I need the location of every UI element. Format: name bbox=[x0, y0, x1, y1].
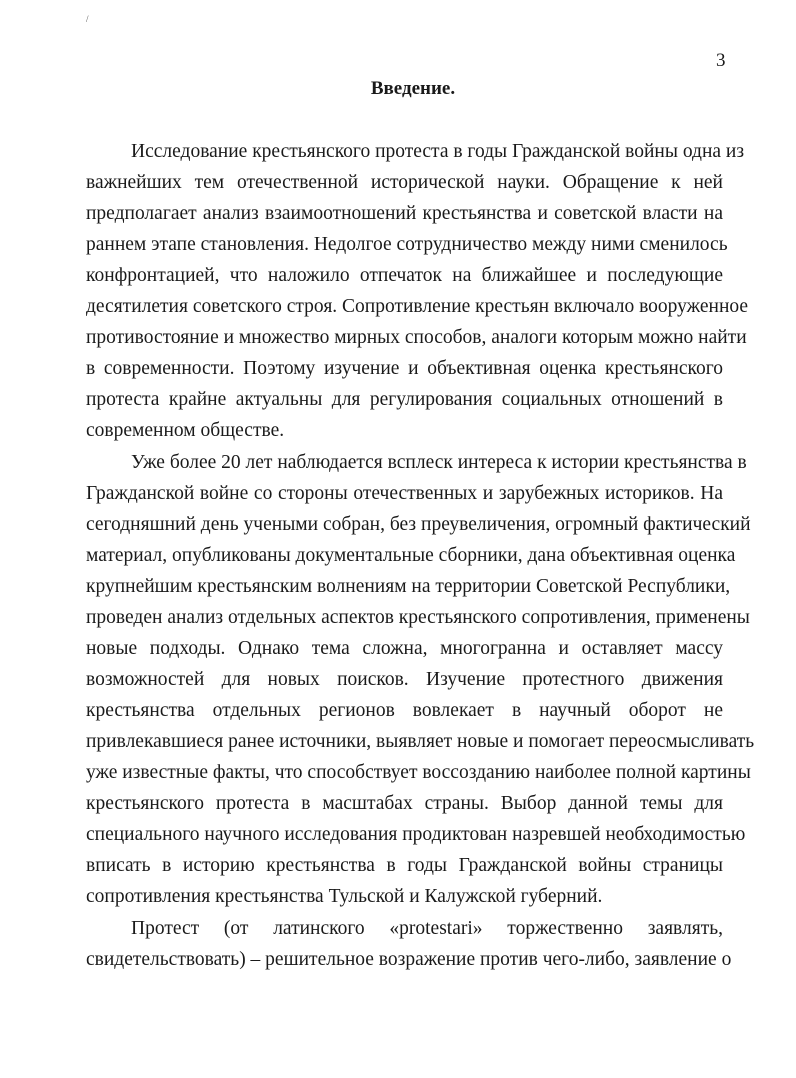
scan-mark: / bbox=[86, 14, 89, 24]
text-line: в современности. Поэтому изучение и объективная оценка крестьянского bbox=[86, 358, 723, 379]
text-line: протеста крайне актуальны для регулирования социальных отношений в bbox=[86, 389, 723, 410]
text-line: предполагает анализ взаимоотношений крестьянства и советской власти на bbox=[86, 203, 723, 224]
text-line: раннем этапе становления. Недолгое сотрудничество между ними сменилось bbox=[86, 234, 728, 255]
text-line: проведен анализ отдельных аспектов крестьянского сопротивления, применены bbox=[86, 607, 750, 628]
text-line: Исследование крестьянского протеста в годы Гражданской войны одна из bbox=[131, 141, 745, 162]
text-line: вписать в историю крестьянства в годы Гражданской войны страницы bbox=[86, 855, 723, 876]
text-line: возможностей для новых поисков. Изучение протестного движения bbox=[86, 669, 723, 690]
text-line: Уже более 20 лет наблюдается всплеск интереса к истории крестьянства в bbox=[131, 452, 747, 473]
text-line: сопротивления крестьянства Тульской и Калужской губерний. bbox=[86, 886, 603, 907]
text-line: крестьянства отдельных регионов вовлекает в научный оборот не bbox=[86, 700, 723, 721]
text-line: конфронтацией, что наложило отпечаток на ближайшее и последующие bbox=[86, 265, 723, 286]
text-line: Протест (от латинского «protestari» торжественно заявлять, bbox=[131, 918, 723, 939]
page-number: 3 bbox=[716, 50, 726, 71]
text-line: новые подходы. Однако тема сложна, многогранна и оставляет массу bbox=[86, 638, 723, 659]
text-line: сегодняшний день учеными собран, без преувеличения, огромный фактический bbox=[86, 514, 751, 535]
text-line: уже известные факты, что способствует воссозданию наиболее полной картины bbox=[86, 762, 751, 783]
page-title: Введение. bbox=[370, 78, 456, 99]
text-line: крестьянского протеста в масштабах страны. Выбор данной темы для bbox=[86, 793, 723, 814]
text-line: важнейших тем отечественной исторической науки. Обращение к ней bbox=[86, 172, 723, 193]
text-line: свидетельствовать) – решительное возражение против чего-либо, заявление о bbox=[86, 949, 732, 970]
text-line: привлекавшиеся ранее источники, выявляет новые и помогает переосмысливать bbox=[86, 731, 755, 752]
text-line: материал, опубликованы документальные сборники, дана объективная оценка bbox=[86, 545, 736, 566]
text-line: Гражданской войне со стороны отечественных и зарубежных историков. На bbox=[86, 483, 723, 504]
text-line: десятилетия советского строя. Сопротивление крестьян включало вооруженное bbox=[86, 296, 749, 317]
text-line: противостояние и множество мирных способов, аналоги которым можно найти bbox=[86, 327, 747, 348]
text-line: крупнейшим крестьянским волнениям на территории Советской Республики, bbox=[86, 576, 731, 597]
text-line: современном обществе. bbox=[86, 420, 285, 441]
text-line: специального научного исследования продиктован назревшей необходимостью bbox=[86, 824, 746, 845]
